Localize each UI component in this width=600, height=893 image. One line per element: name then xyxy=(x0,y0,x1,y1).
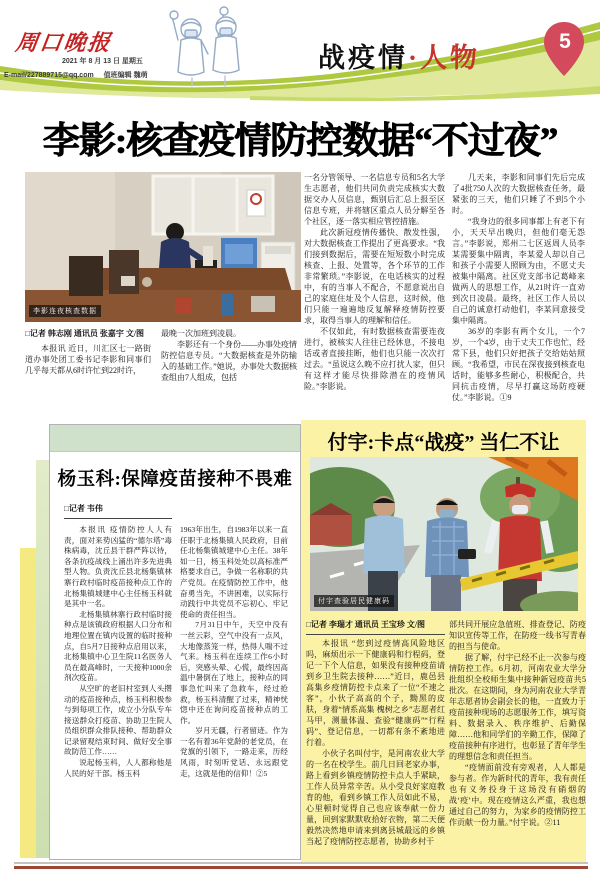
photo-fu-yu-checkpoint xyxy=(310,457,578,611)
article1-col1-text: 本报讯 近日，川汇区七一路街道办事处团工委书记李影和同事们几乎每天都从6时许忙到22时许， xyxy=(25,344,151,375)
section-title-red: 人物 xyxy=(420,43,481,73)
date-line: 2021 年 8 月 13 日 星期五 xyxy=(62,58,143,65)
article1-column-2: 最晚一次加班到凌晨。 李影还有一个身份——办事处疫情防控信息专员。“大数据核查是外防输入的基础工作。”她说，办事处大数据核查组由7人组成，包括 xyxy=(161,329,297,382)
page-number: 5 xyxy=(559,30,571,53)
photo-caption-li-ying: 李影连夜核查数据 xyxy=(29,305,101,317)
duty-editor-text: 值班编辑 魏萌 xyxy=(103,72,148,79)
article1-byline: □记者 韩志刚 通讯员 张嘉宇 文/图 xyxy=(25,329,145,338)
article2-header-band xyxy=(50,425,300,452)
email-text: E-mail/227889715@qq.com xyxy=(4,72,94,79)
article2-column-2: 1963年出生，自1983年以来一直任职于北杨集镇人民政府，目前任北杨集镇城建中心主任。38年如一日，杨玉科处处以高标准严格要求自己，争做一名称职的共产党员。在疫情防控工作中，他奋勇当先，不讲困难，以实际行动践行中共党员不忘初心、牢记使命的责任担当。 7月31日中午，天空中没有一丝云彩，空气中没有一点风，大地像蒸笼一样，热得人喘不过气来。杨玉科在连续工作6小时后，突感头晕、心慌，最终因高温中暑倒在了地上，接种点的同事急忙叫来了急救车，经过抢救，杨玉科清醒了过来，精神恍惚中还在询问疫苗接种点的工作。 岁月无疆，行者留迹。作为一名有着36年党龄的老党员，在党旗的引领下，一路走来，历经风雨，时刻听党话、永远跟党走，这就是他的信仰！②5 xyxy=(180,525,288,778)
article3-column-1: 本报讯 “您到过疫情高风险地区吗，麻烦出示一下健康码和行程码，登记一下个人信息，如果没有接种疫苗请到乡卫生院去接种……”近日，鹿邑县高集乡疫情防控卡点来了一位“不速之客”，小伙子高高的个子，黝黑的皮肤，身着“情系高集 槐树之乡”志愿者红马甲，测量体温、查验“健康码”“行程码”、登记信息，一切都有条不紊地进行着。 小伙子名叫付宇，是河南农业大学的一名在校学生。前几日回老家办事，路上看到乡镇疫情防控卡点人手紧缺，工作人员异常辛苦。从小受良好家庭教育的他，看到乡镇工作人员如此不易，心里顿时觉得自己也应该奉献一份力量，回到家默默收拾好衣物，第二天便毅然决然地申请来到离县城最远的乡镇当起了疫情防控志愿者，协助乡村干 xyxy=(306,639,445,846)
article1-column-4: 几天来，李影和同事们先后完成了4批750人次的大数据核查任务，最紧张的三天，他们只睡了不到5个小时。 “我身边的很多同事都上有老下有小，天天早出晚归，但他们毫无怨言。”李影说，郑州二七区返周人员李某需要集中隔离，李某爱人却以自己和孩子小需要人照顾为由，不愿丈夫被集中隔离。社区党支部书记葛峰来做两人的思想工作，从21时许一直劝到次日凌晨。最终，社区工作人员以自己的诚意打动他们，李某同意接受集中隔离。 36岁的李影有两个女儿，一个7岁，一个4岁，由于丈夫工作也忙，经常下县，他们只好把孩子交给姑姑照顾。“我希望，市民在深夜接到核查电话时，能够多些耐心，积极配合，共同抗击疫情，尽早打赢这场防疫硬仗。”李影说。①9 xyxy=(452,173,585,402)
newspaper-masthead: 周口晚报 xyxy=(14,30,114,55)
bottom-rule-gray xyxy=(14,862,588,864)
article2-box xyxy=(49,424,301,860)
article2-byline: □记者 韦伟 xyxy=(64,503,172,519)
article3-column-2: 部共同开展应急值班、排查登记、防疫知识宣传等工作，在防疫一线书写青春的担当与使命。 据了解，付宇已经不止一次参与疫情防控工作。6月初，河南农业大学分批组织全校师生集中接种新冠疫苗共5批次。在这期间，身为河南农业大学青年志愿者协会副会长的他，一直致力于疫苗接种现场的志愿服务工作，填写资料、数据录入、秩序维护、后勤保障……他和同学们的辛勤工作，保障了疫苗接种有序进行，也彰显了青年学生的理想信念和责任担当。 “疫情面前没有旁观者，人人都是参与者。作为新时代的青年，我有责任也有义务投身于这场没有硝烟的战‘疫’中。现在疫情这么严重，我也想通过自己的努力，为家乡的疫情防控工作贡献一份力量。”付宇说。②11 xyxy=(449,620,586,827)
main-headline: 李影:核查疫情防控数据“不过夜” xyxy=(42,121,558,162)
article3-byline: □记者 李瑞才 通讯员 王宝珍 文/图 xyxy=(306,619,445,635)
photo-li-ying-office xyxy=(25,172,301,322)
article2-title: 杨玉科:保障疫苗接种不畏难 xyxy=(57,470,293,490)
article1-column-1 xyxy=(25,328,151,416)
section-title-black: 战疫情 xyxy=(318,43,408,73)
medical-workers-cartoon xyxy=(168,6,250,88)
page-bottom-rule xyxy=(14,862,588,869)
section-title-dot: · xyxy=(408,43,421,73)
left-decorative-strip-yellow xyxy=(20,548,36,858)
photo-caption-fu-yu: 付宇查验居民健康码 xyxy=(314,595,394,607)
article1-column-3: 一名分管领导、一名信息专员和5名大学生志愿者，他们共同负责完成核实大数据交办人员信息，甄别后汇总上报至区信息专班，并将辖区重点人员分解至各个社区，逐一落实相应管控措施。 此次新冠疫情传播快、散发性强，对大数据核查工作提出了更高要求。“我们接到数据后，需要在短短数小时完成核查、上报、处置等，各个环节的工作非常繁琐。”李影说，在电话核实的过程中，有的当事人不配合，不愿意说出自己的家庭住址及个人信息，这时候，他们只能一遍遍地反复解释疫情防控要求，取得当事人的理解和信任。 不仅如此，有时数据核查需要连夜进行，被核实人往往已经休息，不接电话或者直接挂断，他们也只能一次次打过去。“虽说这么晚不应打扰人家，但只有这样才能尽快排除潜在的疫情风险。”李影说。 xyxy=(304,173,445,391)
left-decorative-strip-green xyxy=(36,460,49,858)
contact-line xyxy=(4,70,156,80)
article2-column-1: 本报讯 疫情防控人人有责，面对来势凶猛的“德尔塔”毒株病毒，沈丘县干群严阵以待，各条抗疫战线上涌出许多先进典型人物。负责沈丘县北杨集镇林寨行政村临时疫苗接种点工作的北杨集镇城建中心主任杨玉科就是其中一名。 北杨集镇林寨行政村临时接种点是该镇政府根据人口分布和地理位置在镇内设置的临时接种点，自5月7日接种点启用以来，北杨集镇中心卫生院11名医务人员在最高峰时，一天接种1000余剂次疫苗。 从空旷的老旧村室到人头攒动的疫苗接种点，杨玉科积极参与到每项工作，成立小分队专车接送群众打疫苗、协助卫生院人员组织群众排队接种、帮助群众记录留观结束时间、做好安全事故防范工作…… 说起杨玉科，人人都称他是人民的好干部。杨玉科 xyxy=(64,525,172,778)
bottom-rule-red xyxy=(14,866,588,869)
section-title xyxy=(318,36,480,75)
article3-title: 付宇:卡点“战疫” 当仁不让 xyxy=(327,432,560,454)
